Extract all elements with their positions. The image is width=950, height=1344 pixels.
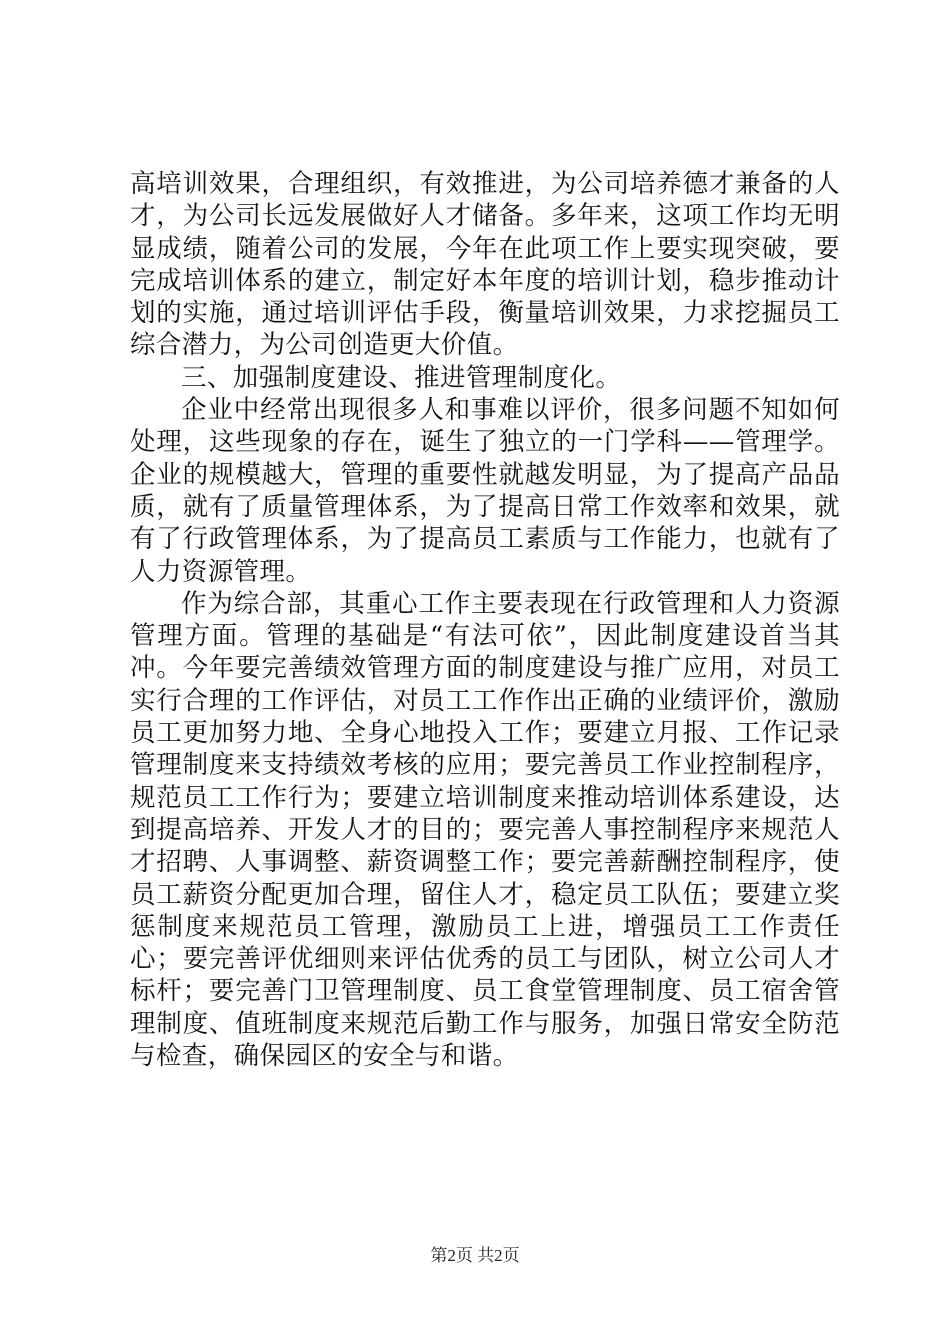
paragraph-training-continued: 高培训效果，合理组织，有效推进，为公司培养德才兼备的人才，为公司长远发展做好人才储备。多年来，这项工作均无明显成绩，随着公司的发展，今年在此项工作上要实现突破，要完成培训体系的建立，制定好本年度的培训计划，稳步推动计划的实施，通过培训评估手段，衡量培训效果，力求挖掘员工综合潜力，为公司创造更大价值。: [130, 169, 840, 361]
paragraph-system-building: 作为综合部，其重心工作主要表现在行政管理和人力资源管理方面。管理的基础是“有法可依”，因此制度建设首当其冲。今年要完善绩效管理方面的制度建设与推广应用，对员工实行合理的工作评估，对员工工作作出正确的业绩评价，激励员工更加努力地、全身心地投入工作；要建立月报、工作记录管理制度来支持绩效考核的应用；要完善员工作业控制程序，规范员工工作行为；要建立培训制度来推动培训体系建设，达到提高培养、开发人才的目的；要完善人事控制程序来规范人才招聘、人事调整、薪资调整工作；要完善薪酬控制程序，使员工薪资分配更加合理，留住人才，稳定员工队伍；要建立奖惩制度来规范员工管理，激励员工上进，增强员工工作责任心；要完善评优细则来评估优秀的员工与团队，树立公司人才标杆；要完善门卫管理制度、员工食堂管理制度、员工宿舍管理制度、值班制度来规范后勤工作与服务，加强日常安全防范与检查，确保园区的安全与和谐。: [130, 588, 840, 1072]
paragraph-management-intro: 企业中经常出现很多人和事难以评价，很多问题不知如何处理，这些现象的存在，诞生了独立的一门学科——管理学。企业的规模越大，管理的重要性就越发明显，为了提高产品品质，就有了质量管理体系，为了提高日常工作效率和效果，就有了行政管理体系，为了提高员工素质与工作能力，也就有了人力资源管理。: [130, 395, 840, 587]
page-number-footer: 第2页 共2页: [430, 1246, 520, 1265]
section-heading-3: 三、加强制度建设、推进管理制度化。: [181, 362, 622, 393]
document-body: [130, 168, 840, 1072]
